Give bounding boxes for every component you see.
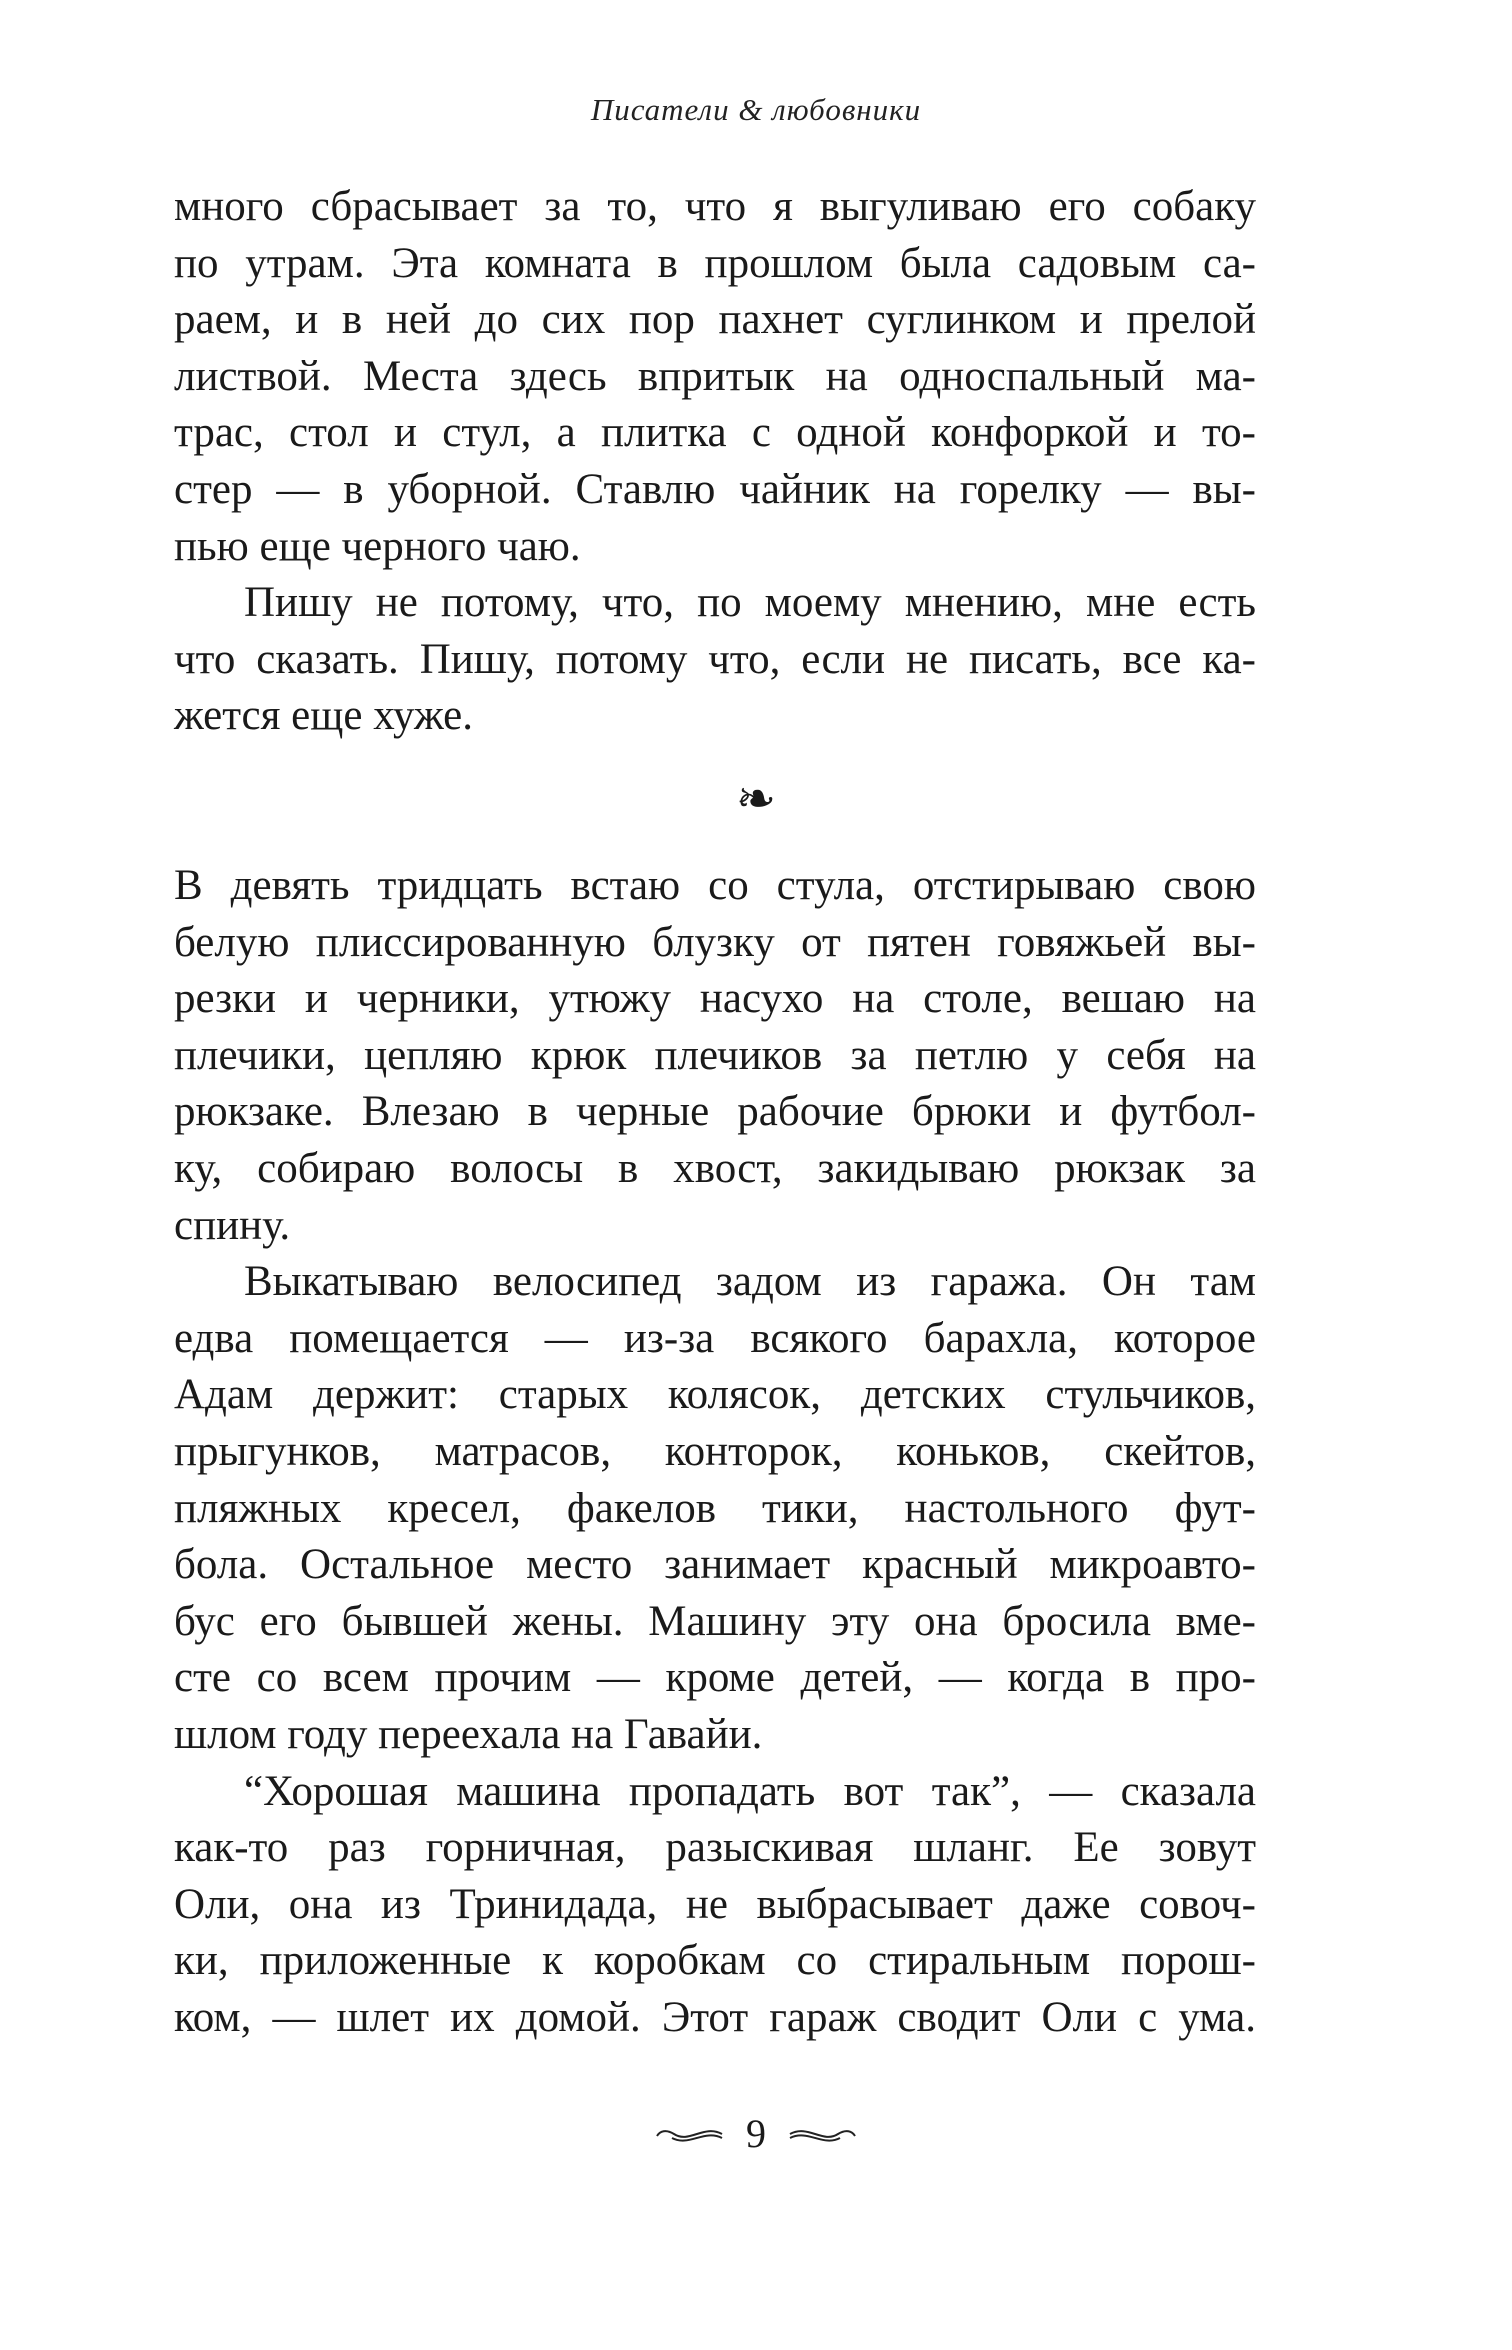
- text-line: Адам держит: старых колясок, детских стульчиков,: [174, 1371, 1256, 1419]
- text-line: едва помещается — из-за всякого барахла, которое: [174, 1314, 1256, 1362]
- text-line: много сбрасывает за то, что я выгуливаю его собаку: [174, 183, 1256, 230]
- text-line: трас, стол и стул, а плитка с одной конфоркой и то-: [174, 409, 1256, 457]
- text-line: “Хорошая машина пропадать вот так”, — сказала: [244, 1767, 1256, 1815]
- text-line: Оли, она из Тринидада, не выбрасывает даже совоч-: [174, 1880, 1256, 1928]
- text-line: ки, приложенные к коробкам со стиральным порош-: [174, 1937, 1256, 1985]
- text-line: как-то раз горничная, разыскивая шланг. Ее зовут: [174, 1824, 1256, 1872]
- text-line: спину.: [174, 1201, 291, 1249]
- running-head-title: Писатели & любовники: [590, 92, 922, 127]
- text-line: резки и черники, утюжу насухо на столе, вешаю на: [174, 975, 1256, 1023]
- floral-heart-icon: ❧: [735, 773, 777, 826]
- text-line: раем, и в ней до сих пор пахнет суглинком и прелой: [174, 296, 1256, 344]
- text-line: белую плиссированную блузку от пятен говяжьей вы-: [174, 918, 1256, 966]
- text-line: пью еще черного чаю.: [174, 522, 581, 570]
- left-swirl-icon: [654, 2119, 724, 2149]
- text-line: стер — в уборной. Ставлю чайник на горелку — вы-: [174, 466, 1256, 513]
- text-line: ком, — шлет их домой. Этот гараж сводит Оли с ума.: [174, 1994, 1256, 2041]
- text-line: по утрам. Эта комната в прошлом была садовым са-: [174, 239, 1256, 287]
- right-swirl-icon: [788, 2119, 858, 2149]
- text-line: жется еще хуже.: [174, 692, 473, 740]
- text-line: бола. Остальное место занимает красный микроавто-: [174, 1541, 1256, 1589]
- text-line: что сказать. Пишу, потому что, если не писать, все ка-: [174, 635, 1256, 683]
- page-number: 9: [746, 2111, 766, 2156]
- text-line: сте со всем прочим — кроме детей, — когда в про-: [174, 1654, 1256, 1702]
- text-line: рюкзаке. Влезаю в черные рабочие брюки и футбол-: [174, 1088, 1256, 1136]
- text-line: пляжных кресел, факелов тики, настольного фут-: [174, 1484, 1256, 1532]
- text-line: Выкатываю велосипед задом из гаража. Он там: [244, 1258, 1256, 1306]
- text-line: ку, собираю волосы в хвост, закидываю рюкзак за: [174, 1145, 1256, 1192]
- text-line: прыгунков, матрасов, конторок, коньков, скейтов,: [174, 1428, 1256, 1475]
- page-folio: [0, 2110, 1512, 2157]
- text-line: В девять тридцать встаю со стула, отстирываю свою: [174, 862, 1256, 909]
- text-line: шлом году переехала на Гавайи.: [174, 1711, 763, 1758]
- text-line: плечики, цепляю крюк плечиков за петлю у себя на: [174, 1031, 1256, 1079]
- text-line: листвой. Места здесь впритык на односпальный ма-: [174, 352, 1256, 400]
- text-line: Пишу не потому, что, по моему мнению, мне есть: [244, 579, 1256, 627]
- text-line: бус его бывшей жены. Машину эту она бросила вме-: [174, 1597, 1256, 1645]
